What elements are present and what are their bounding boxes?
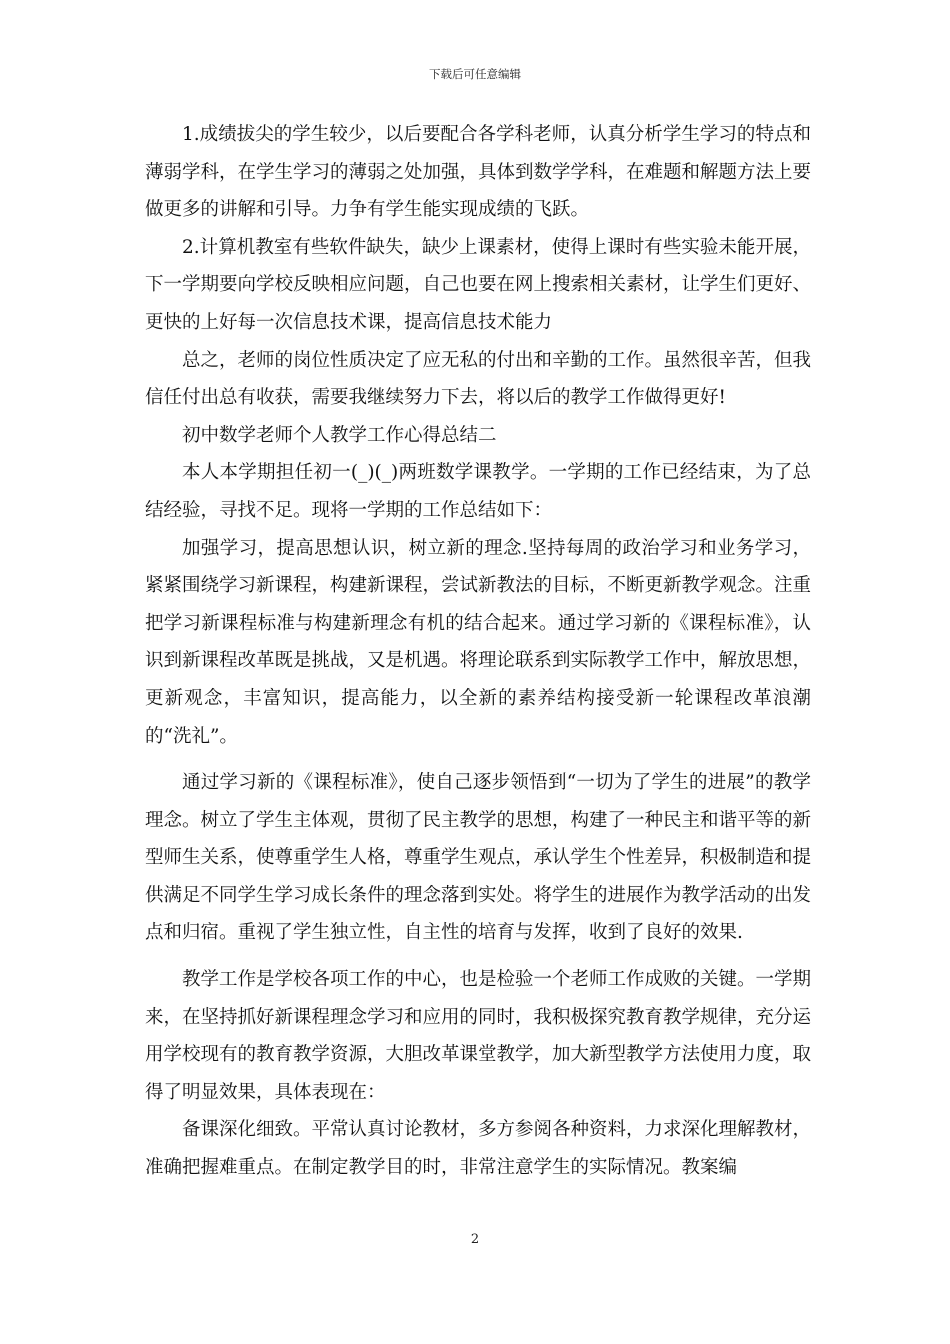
paragraph-4: 本人本学期担任初一(_)(_)两班数学课教学。一学期的工作已经结束，为了总结经验，寻找不足。现将一学期的工作总结如下： (145, 462, 811, 521)
paragraph-gap (145, 952, 811, 961)
paragraph-8: 备课深化细致。平常认真讨论教材，多方参阅各种资料，力求深化理解教材，准确把握难重点。在制定教学目的时，非常注意学生的实际情况。教案编 (145, 1119, 812, 1179)
page-header: 下载后可任意编辑 (429, 67, 521, 81)
section-title: 初中数学老师个人教学工作心得总结二 (182, 424, 497, 446)
document-body (145, 116, 811, 1187)
paragraph-6: 通过学习新的《课程标准》，使自己逐步领悟到“一切为了学生的进展”的教学理念。树立了学生主体观，贯彻了民主教学的思想，构建了一种民主和谐平等的新型师生关系，使尊重学生人格，尊重学生观点，承认学生个性差异，积极制造和提供满足不同学生学习成长条件的理念落到实处。将学生的进展作为教学活动的出发点和归宿。重视了学生独立性，自主性的培育与发挥，收到了良好的效果. (145, 772, 812, 944)
paragraph-1: 1.成绩拔尖的学生较少，以后要配合各学科老师，认真分析学生学习的特点和薄弱学科，在学生学习的薄弱之处加强，具体到数学学科，在难题和解题方法上要做更多的讲解和引导。力争有学生能实现成绩的飞跃。 (145, 124, 812, 221)
paragraph-3: 总之，老师的岗位性质决定了应无私的付出和辛勤的工作。虽然很辛苦，但我信任付出总有收获，需要我继续努力下去，将以后的教学工作做得更好! (145, 349, 812, 409)
paragraph-gap (145, 755, 811, 764)
paragraph-5: 加强学习，提高思想认识，树立新的理念.坚持每周的政治学习和业务学习，紧紧围绕学习新课程，构建新课程，尝试新教法的目标，不断更新教学观念。注重把学习新课程标准与构建新理念有机的结合起来。通过学习新的《课程标准》，认识到新课程改革既是挑战，又是机遇。将理论联系到实际教学工作中，解放思想，更新观念，丰富知识，提高能力，以全新的素养结构接受新一轮课程改革浪潮的“洗礼”。 (145, 537, 812, 747)
page-number: 2 (470, 1232, 480, 1247)
paragraph-2: 2.计算机教室有些软件缺失，缺少上课素材，使得上课时有些实验未能开展，下一学期要向学校反映相应问题，自己也要在网上搜索相关素材，让学生们更好、更快的上好每一次信息技术课，提高信息技术能力 (145, 236, 812, 333)
paragraph-7: 教学工作是学校各项工作的中心，也是检验一个老师工作成败的关键。一学期来，在坚持抓好新课程理念学习和应用的同时，我积极探究教育教学规律，充分运用学校现有的教育教学资源，大胆改革课堂教学，加大新型教学方法使用力度，取得了明显效果，具体表现在： (145, 969, 812, 1103)
